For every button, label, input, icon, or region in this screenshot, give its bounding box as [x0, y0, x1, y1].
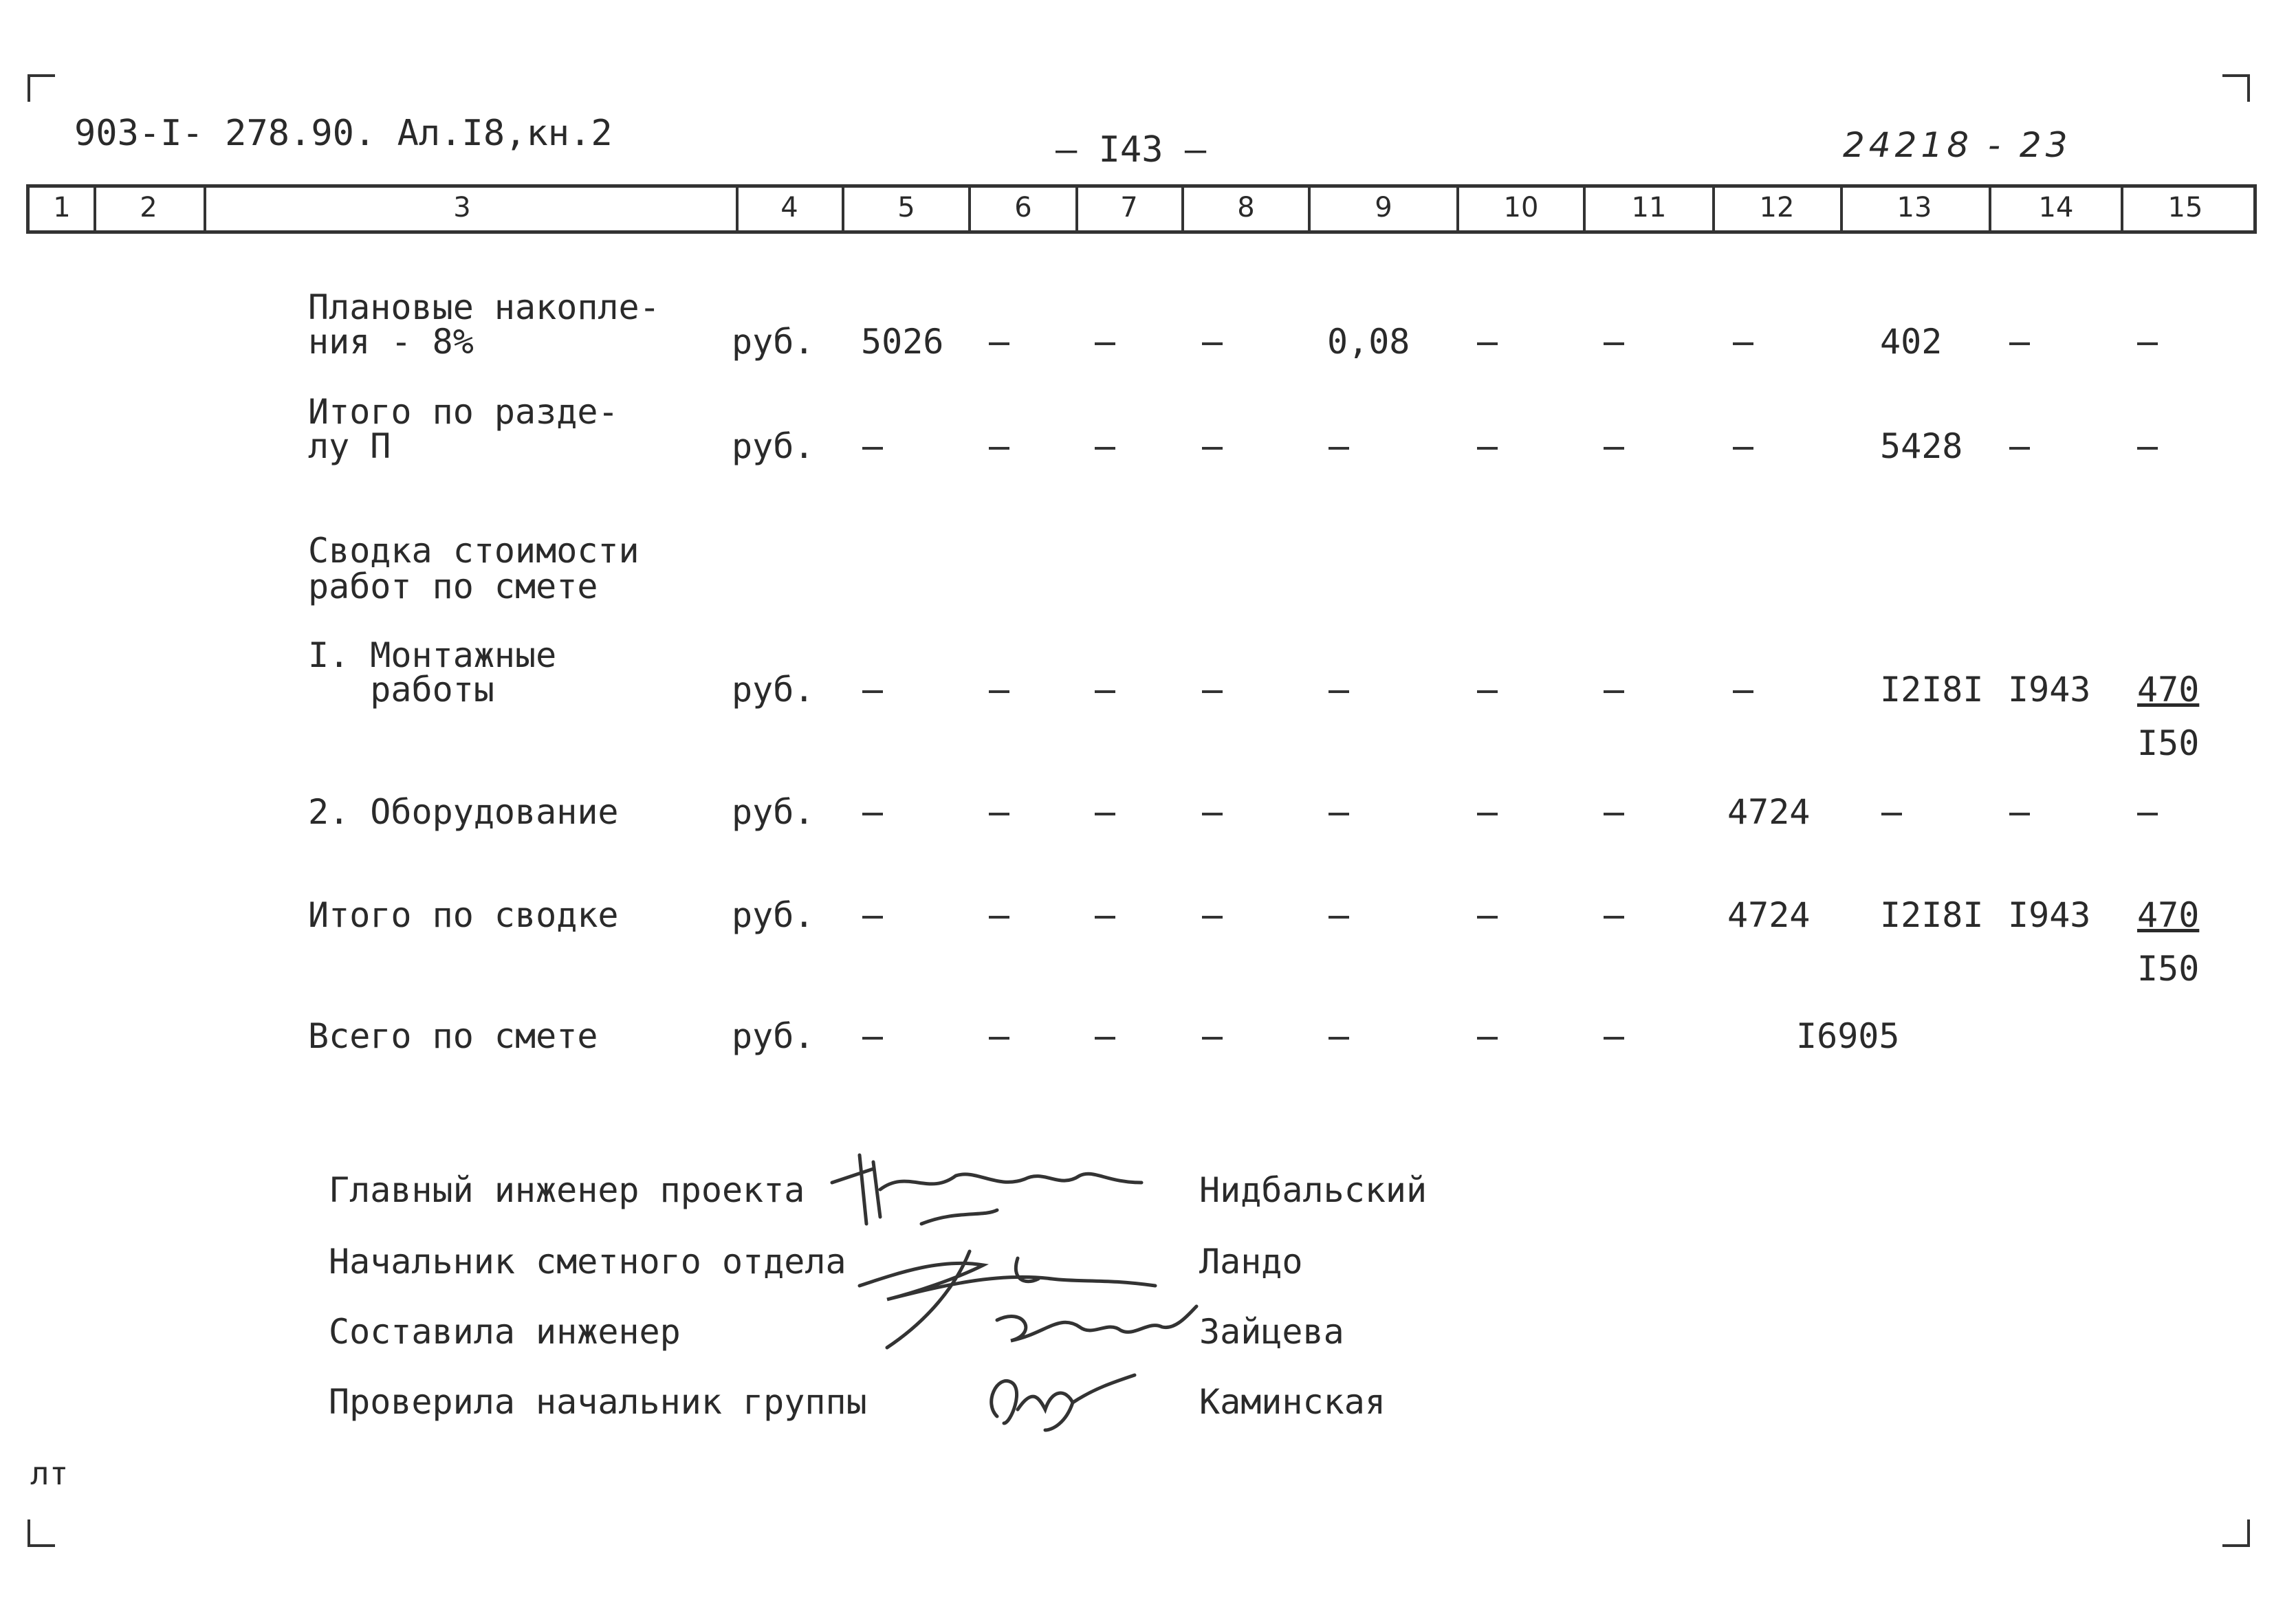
dash-mark [1095, 342, 1115, 345]
dash-mark [1604, 447, 1624, 450]
row-unit: руб. [732, 426, 815, 466]
column-divider [1308, 184, 1311, 234]
dash-mark [1477, 342, 1498, 345]
row-label-line: Итого по сводке [308, 895, 619, 935]
grand-total-value: I6905 [1796, 1016, 1900, 1056]
dash-mark [862, 1037, 883, 1040]
document-code: 903-I- 278.90. Ал.I8,кн.2 [74, 113, 613, 154]
cell-value: 0,08 [1327, 322, 1410, 362]
dash-mark [1604, 1037, 1624, 1040]
dash-mark [1477, 1037, 1498, 1040]
column-number: 5 [897, 192, 915, 223]
dash-mark [862, 447, 883, 450]
column-divider [2121, 184, 2123, 234]
cell-value: I2I8I [1880, 895, 1984, 935]
row-unit: руб. [732, 670, 815, 710]
row-label-line: работы [308, 670, 494, 710]
cell-value: I943 [2008, 895, 2091, 935]
signer-name: Зайцева [1199, 1312, 1344, 1352]
corner-mark-top-left [28, 74, 55, 102]
dash-mark [1733, 447, 1753, 450]
dash-mark [1202, 447, 1223, 450]
signer-position: Проверила начальник группы [329, 1382, 867, 1422]
column-divider [204, 184, 206, 234]
corner-mark-bottom-right [2222, 1519, 2250, 1547]
column-divider [1583, 184, 1586, 234]
dash-mark [989, 690, 1009, 693]
handwritten-signature [818, 1141, 1176, 1238]
column-number: 9 [1375, 192, 1392, 223]
dash-mark [1733, 690, 1753, 693]
dash-mark [1604, 690, 1624, 693]
dash-mark [2137, 447, 2158, 450]
cell-value-numerator: 470 [2137, 895, 2200, 935]
dash-mark [862, 916, 883, 919]
dash-mark [1329, 690, 1349, 693]
section-heading-line: Сводка стоимости [308, 531, 639, 571]
dash-mark [1202, 813, 1223, 815]
dash-mark [1733, 342, 1753, 345]
dash-mark [1477, 813, 1498, 815]
dash-mark [989, 813, 1009, 815]
column-divider [1989, 184, 1991, 234]
section-heading-line: работ по смете [308, 567, 598, 606]
row-label-line: Всего по смете [308, 1016, 598, 1056]
dash-mark [2009, 447, 2030, 450]
dash-mark [989, 1037, 1009, 1040]
dash-mark [1329, 1037, 1349, 1040]
dash-mark [1477, 690, 1498, 693]
dash-mark [989, 447, 1009, 450]
dash-mark [1202, 916, 1223, 919]
dash-mark [989, 342, 1009, 345]
dash-mark [1202, 690, 1223, 693]
dash-mark [1095, 690, 1115, 693]
column-number: 8 [1237, 192, 1255, 223]
column-divider [1075, 184, 1078, 234]
row-unit: руб. [732, 1016, 815, 1056]
dash-mark [1329, 916, 1349, 919]
signer-name: Ландо [1199, 1242, 1303, 1282]
column-divider [1840, 184, 1843, 234]
column-number: 14 [2038, 192, 2074, 223]
row-label-line: Плановые накопле- [308, 287, 660, 327]
dash-mark [1095, 813, 1115, 815]
dash-mark [1329, 447, 1349, 450]
column-divider [1456, 184, 1459, 234]
row-label-line: Итого по разде- [308, 392, 619, 432]
cell-value-denominator: I50 [2137, 949, 2200, 989]
dash-mark [1095, 916, 1115, 919]
corner-mark-bottom-left [28, 1519, 55, 1547]
column-number: 12 [1759, 192, 1795, 223]
cell-value: 5026 [861, 322, 944, 362]
signer-name: Нидбальский [1199, 1170, 1428, 1210]
cell-value: I943 [2008, 670, 2091, 710]
dash-mark [1477, 916, 1498, 919]
cell-value: 4724 [1727, 895, 1811, 935]
signer-name: Каминская [1199, 1382, 1386, 1422]
dash-mark [1881, 813, 1902, 815]
cell-value-denominator: I50 [2137, 723, 2200, 763]
column-number: 6 [1014, 192, 1032, 223]
page-number: — I43 — [1056, 129, 1207, 171]
corner-mark-top-right [2222, 74, 2250, 102]
cell-value: 4724 [1727, 792, 1811, 832]
column-number: 4 [780, 192, 798, 223]
footer-mark: лт [30, 1455, 69, 1492]
dash-mark [1604, 916, 1624, 919]
cell-value: 402 [1880, 322, 1943, 362]
column-divider [94, 184, 96, 234]
row-unit: руб. [732, 895, 815, 935]
dash-mark [1202, 1037, 1223, 1040]
handwritten-signature [983, 1293, 1203, 1354]
column-divider [968, 184, 971, 234]
column-divider [842, 184, 844, 234]
column-number: 10 [1503, 192, 1539, 223]
row-label-line: I. Монтажные [308, 635, 557, 675]
dash-mark [1477, 447, 1498, 450]
dash-mark [2009, 342, 2030, 345]
row-label-line: 2. Оборудование [308, 792, 619, 832]
column-number: 13 [1896, 192, 1932, 223]
dash-mark [2137, 342, 2158, 345]
dash-mark [1095, 1037, 1115, 1040]
column-divider [1712, 184, 1715, 234]
handwritten-signature [970, 1361, 1148, 1437]
row-unit: руб. [732, 322, 815, 362]
dash-mark [989, 916, 1009, 919]
dash-mark [2009, 813, 2030, 815]
column-number: 2 [140, 192, 157, 223]
cell-value: 5428 [1880, 426, 1963, 466]
cell-value: I2I8I [1880, 670, 1984, 710]
dash-mark [1604, 342, 1624, 345]
row-label-line: ния - 8% [308, 322, 474, 362]
column-number: 11 [1631, 192, 1667, 223]
dash-mark [1202, 342, 1223, 345]
dash-mark [862, 813, 883, 815]
cell-value-numerator: 470 [2137, 670, 2200, 710]
column-number: 3 [453, 192, 471, 223]
column-number: 7 [1120, 192, 1138, 223]
dash-mark [1095, 447, 1115, 450]
inventory-number: 24218 - 23 [1843, 125, 2072, 165]
dash-mark [2137, 813, 2158, 815]
signer-position: Начальник сметного отдела [329, 1242, 846, 1282]
column-number: 15 [2167, 192, 2203, 223]
row-unit: руб. [732, 792, 815, 832]
dash-mark [1604, 813, 1624, 815]
column-divider [736, 184, 739, 234]
signer-position: Составила инженер [329, 1312, 681, 1352]
dash-mark [862, 690, 883, 693]
signer-position: Главный инженер проекта [329, 1170, 805, 1210]
dash-mark [1329, 813, 1349, 815]
column-number: 1 [53, 192, 71, 223]
row-label-line: лу П [308, 426, 391, 466]
column-divider [1181, 184, 1184, 234]
